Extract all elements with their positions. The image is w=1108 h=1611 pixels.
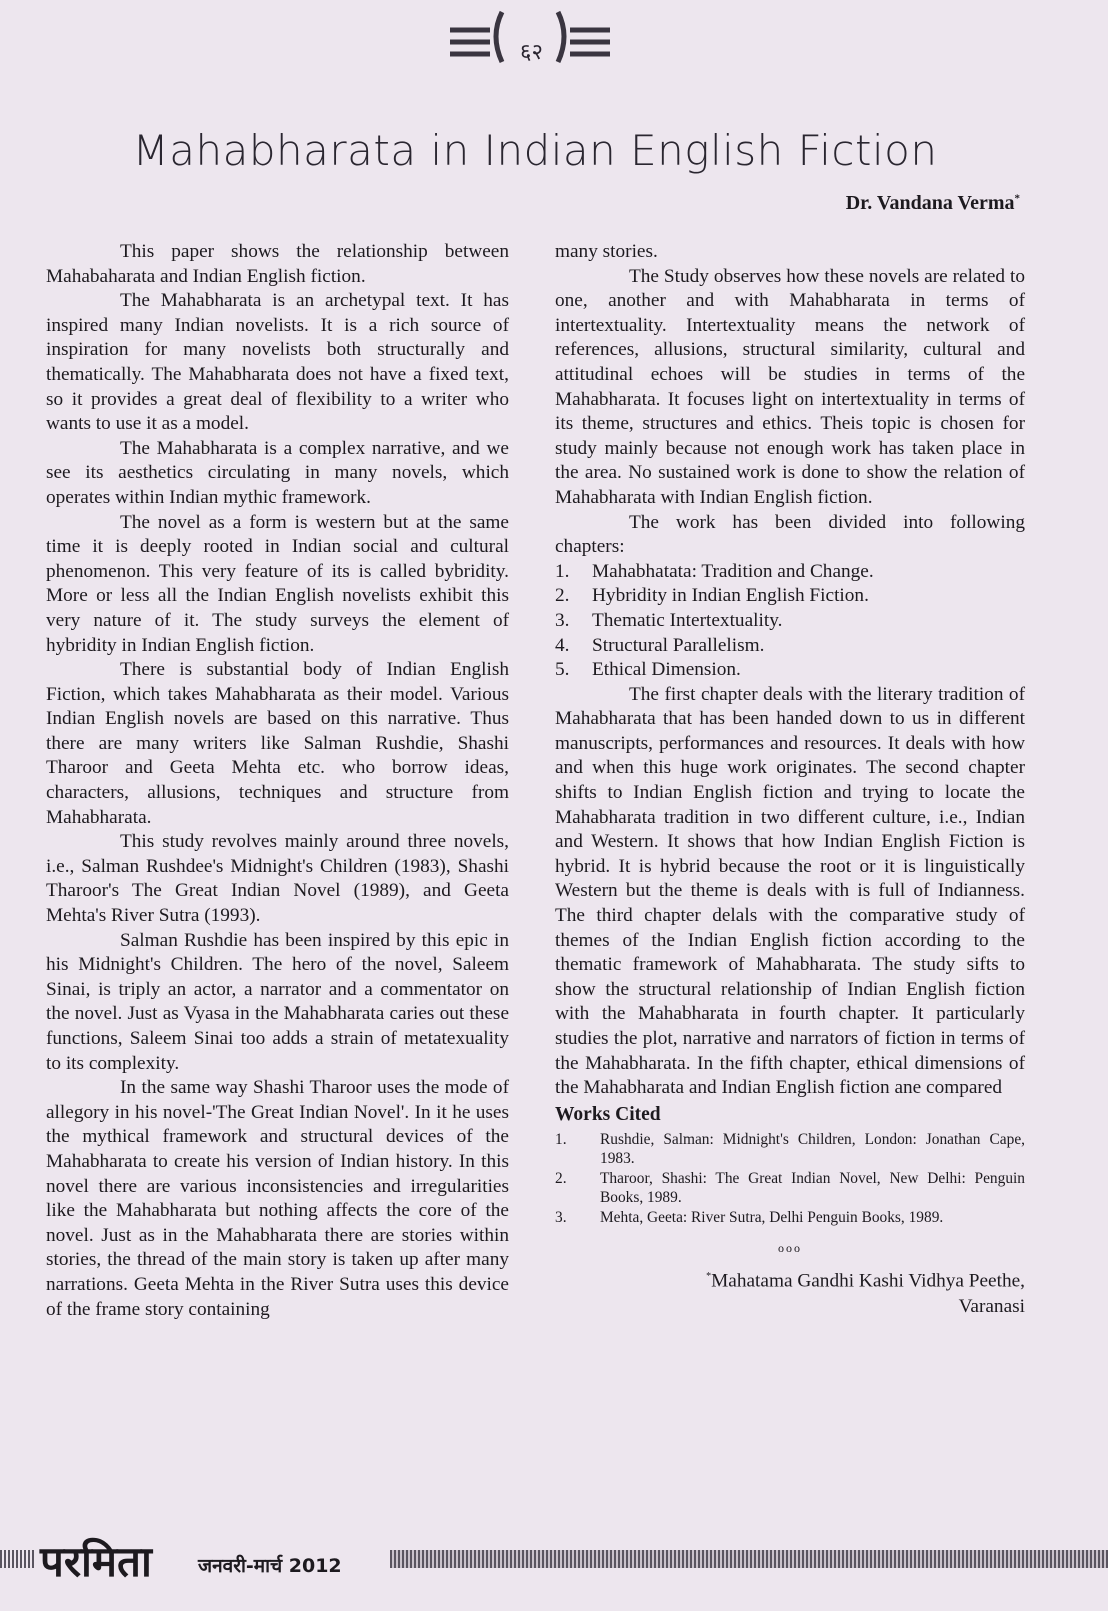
list-item: 4. Structural Parallelism.	[555, 634, 765, 656]
footer-rule-left	[0, 1550, 36, 1568]
footer-rule-right	[390, 1550, 1108, 1568]
paragraph: The Study observes how these novels are related to one, another and with Mahabharata in terms of intertextuality. Intertextuality means the network of references, allusions, structural similarity, cultural and attitudinal echoes will be studies in terms of the Mahabharata. It focuses light on intertextuality in terms of its theme, structures and ethics. Theis topic is chosen for study mainly because not enough work has taken place in the area. No sustained work is done to show the relation of Mahabharata with Indian English fiction.	[555, 265, 1025, 508]
list-item: 3. Mehta, Geeta: River Sutra, Delhi Penguin Books, 1989.	[555, 1209, 944, 1227]
page-header	[0, 6, 1108, 66]
works-cited-list	[555, 1131, 1025, 1228]
list-item: 1. Mahabhatata: Tradition and Change.	[555, 560, 874, 582]
paragraph: This paper shows the relationship between Mahabaharata and Indian English fiction.	[46, 241, 509, 287]
list-item: 2. Tharoor, Shashi: The Great Indian Novel, New Delhi: Penguin Books, 1989.	[555, 1170, 1025, 1206]
list-item: 5. Ethical Dimension.	[555, 659, 741, 681]
issue-date: जनवरी-मार्च 2012	[198, 1555, 342, 1577]
paragraph: Salman Rushdie has been inspired by this epic in his Midnight's Children. The hero of the novel, Saleem Sinai, is triply an actor, a narrator and a commentator on the novel. Just as Vyasa in the Mahabharata caries out these functions, Saleem Sinai too adds a strain of metatexuality to its complexity.	[46, 929, 509, 1074]
magazine-name: परमिता	[40, 1537, 152, 1586]
author-affiliation: *Mahatama Gandhi Kashi Vidhya Peethe, Varanasi	[706, 1270, 1025, 1317]
section-separator: ooo	[778, 1240, 802, 1255]
paragraph: The first chapter deals with the literary tradition of Mahabharata that has been handed down to us in different manuscripts, performances and resources. It deals with how and when this huge work originates. The second chapter shifts to Indian English fiction and trying to locate the Mahabharata tradition in two different culture, i.e., Indian and Western. It shows that how Indian English Fiction is hybrid. It is hybrid because the root or it is linguistically Western but the theme is deals with is full of Indianness. The third chapter delals with the comparative study of themes of the Indian English fiction according to the thematic framework of Mahabharata. The study sifts to show the structural relationship of Indian English fiction with the Mahabharata in fourth chapter. It particularly studies the plot, narrative and narrators of fiction in terms of the Mahabharata. In the fifth chapter, ethical dimensions of the Mahabharata and Indian English fiction ane compared	[555, 683, 1025, 1099]
paragraph: This study revolves mainly around three novels, i.e., Salman Rushdee's Midnight's Children (1983), Shashi Tharoor's The Great Indian Novel (1989), and Geeta Mehta's River Sutra (1993).	[46, 831, 509, 927]
right-column	[555, 240, 1025, 1319]
chapter-list	[555, 560, 1025, 683]
works-cited-heading: Works Cited	[555, 1103, 661, 1125]
page-number: ६२	[520, 40, 543, 65]
paragraph: The Mahabharata is a complex narrative, and we see its aesthetics circulating in many novels, which operates within Indian mythic framework.	[46, 437, 509, 508]
paragraph: The work has been divided into following chapters:	[555, 511, 1025, 558]
article-title: Mahabharata in Indian English Fiction	[132, 126, 938, 175]
paragraph: The Mahabharata is an archetypal text. It has inspired many Indian novelists. It is a rich source of inspiration for many novelists both structurally and thematically. The Mahabharata does not have a fixed text, so it provides a great deal of flexibility to a writer who wants to use it as a model.	[46, 290, 509, 435]
author-name: Dr. Vandana Verma*	[845, 192, 1020, 214]
list-item: 2. Hybridity in Indian English Fiction.	[555, 585, 869, 607]
page-footer	[0, 1528, 1108, 1588]
list-item: 3. Thematic Intertextuality.	[555, 609, 783, 631]
paragraph: The novel as a form is western but at the same time it is deeply rooted in Indian social and cultural phenomenon. This very feature of its is called bybridity. More or less all the Indian English novelists exhibit this very nature of it. The study surveys the element of hybridity in Indian English fiction.	[46, 511, 509, 656]
paragraph: There is substantial body of Indian English Fiction, which takes Mahabharata as their model. Various Indian English novels are based on this narrative. Thus there are many writers like Salman Rushdie, Shashi Tharoor and Geeta Mehta etc. who borrow ideas, characters, allusions, techniques and structure from Mahabharata.	[46, 659, 509, 828]
paragraph: In the same way Shashi Tharoor uses the mode of allegory in his novel-'The Great Indian Novel'. In it he uses the mythical framework and structural devices of the Mahabharata to create his version of Indian history. In this novel there are various inconsistencies and irregularities like the Mahabharata but nothing affects the core of the novel. Just as in the Mahabharata there are stories within stories, the thread of the main story is taken up after many narrations. Geeta Mehta in the River Sutra uses this device of the frame story containing	[46, 1077, 509, 1320]
paragraph-continuation: many stories.	[555, 241, 658, 262]
list-item: 1. Rushdie, Salman: Midnight's Children, London: Jonathan Cape, 1983.	[555, 1131, 1025, 1167]
left-column	[46, 240, 509, 1322]
